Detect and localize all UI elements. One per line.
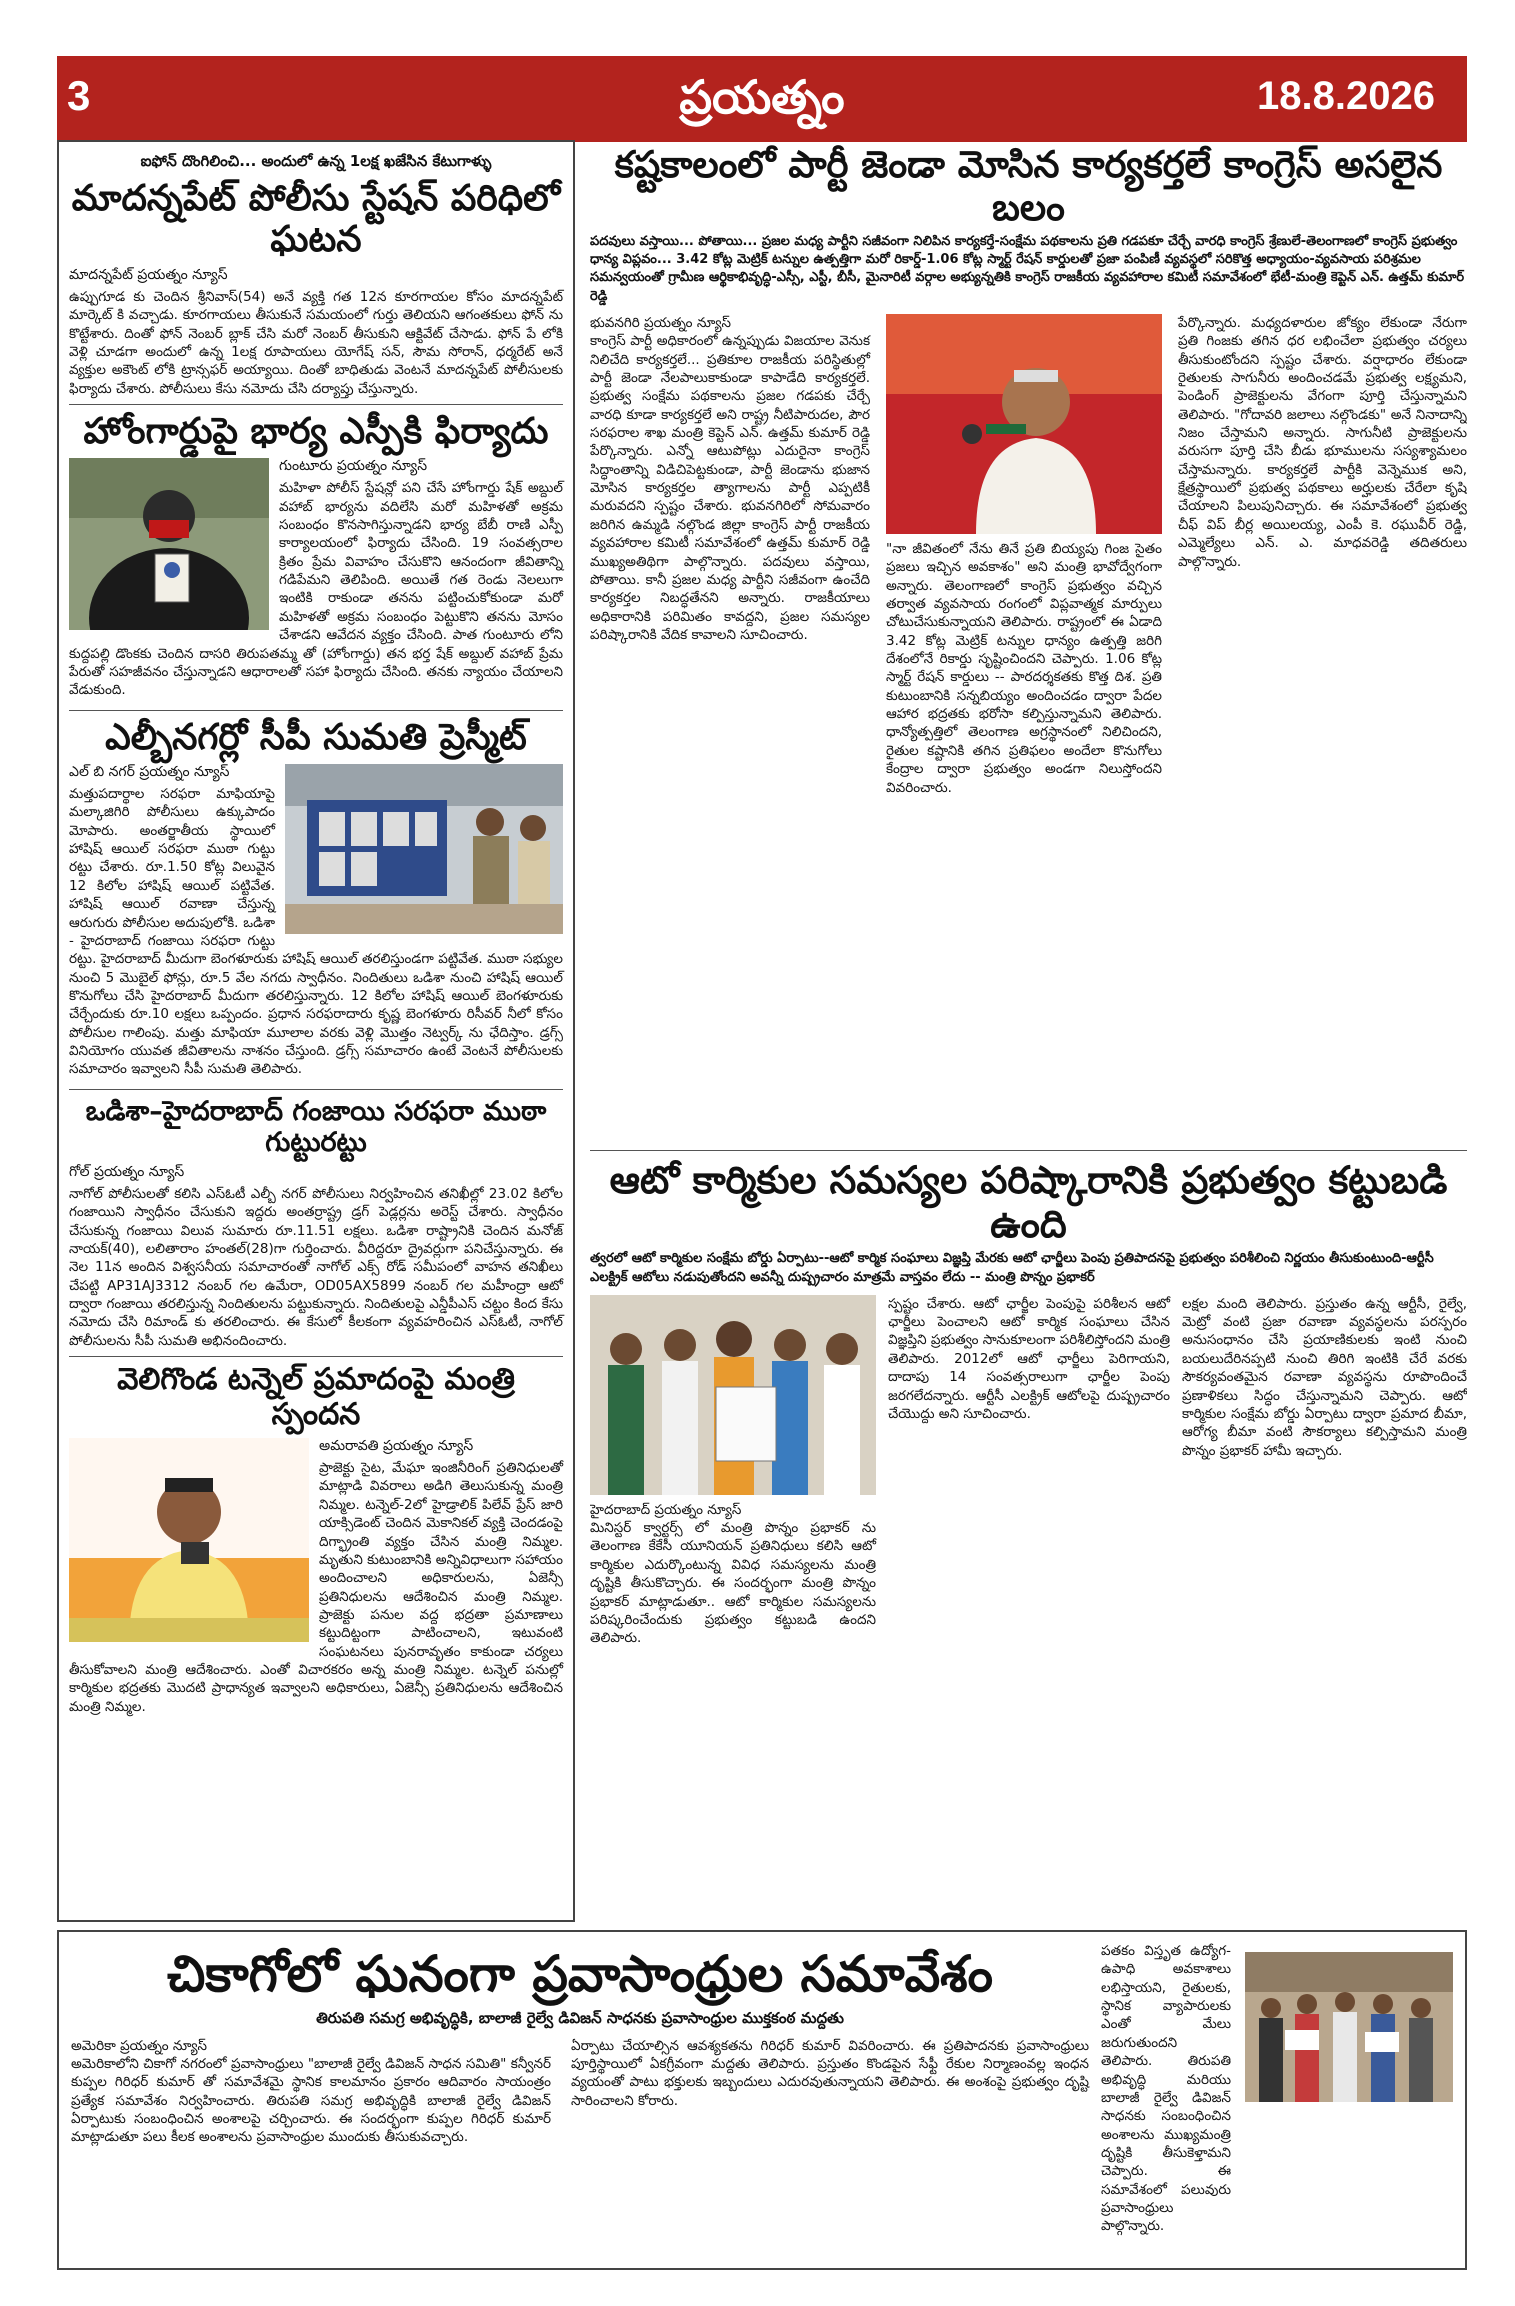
- article-phone-theft: [69, 152, 563, 398]
- column-text: పేర్కొన్నారు. మధ్యదళారుల జోక్యం లేకుండా నేరుగా ప్రతి గింజకు తగిన ధర లభించేలా ప్రభుత్వం చర్యలు తీసుకుంటోందని స్పష్టం చేశారు. వర్షాధారం లేకుండా రైతులకు సాగునీరు అందించడమే ప్రభుత్వ లక్ష్యమని, పెండింగ్ ప్రాజెక్టులను వేగంగా పూర్తి చేస్తున్నామని తెలిపారు. "గోదావరి జలాలు నల్గొండకు" అనే నినాదాన్ని నిజం చేస్తామని అన్నారు. సాగునీటి ప్రాజెక్టులను వరుసగా పూర్తి చేసి బీడు భూములను సస్యశ్యామలం చేస్తామన్నారు. కార్యకర్తలే పార్టీకి వెన్నెముక అని, క్షేత్రస్థాయిలో ప్రభుత్వ పథకాలు అర్హులకు చేరేలా కృషి చేయాలని పిలుపునిచ్చారు. ఈ సమావేశంలో ప్రభుత్వ చీఫ్ విప్ బీర్ల అయిలయ్య, ఎంపీ కె. రఘువీర్ రెడ్డి, ఎమ్మెల్యేలు ఎన్. ఎ. మాధవరెడ్డి తదితరులు పాల్గొన్నారు.: [1178, 314, 1467, 570]
- lead-column-2: [886, 314, 1162, 801]
- byline: గుంటూరు ప్రయత్నం న్యూస్: [279, 458, 428, 475]
- newspaper-name: ప్రయత్నం: [679, 70, 845, 124]
- photo-police-display: [285, 764, 563, 934]
- byline: మాదన్నపేట్ ప్రయత్నం న్యూస్: [69, 266, 228, 283]
- chicago-column-1: [71, 2037, 551, 2151]
- chicago-story: [57, 1930, 1467, 2270]
- lead-column-3: [1178, 314, 1467, 575]
- lead-story: [590, 140, 1467, 1150]
- column-text: హైదరాబాద్ ప్రయత్నం న్యూస్ మినిస్టర్ క్వార్టర్స్ లో మంత్రి పొన్నం ప్రభాకర్ ను తెలంగాణ కేకేసీ యూనియన్ ప్రతినిధులు కలిసి ఆటో కార్మికుల ఎదుర్కొంటున్న వివిధ సమస్యలను మంత్రి దృష్టికి తీసుకొచ్చారు. ఈ సందర్భంగా మంత్రి పొన్నం ప్రభాకర్ మాట్లాడుతూ.. ఆటో కార్మికుల సమస్యలను పరిష్కరించేందుకు ప్రభుత్వం కట్టుబడి ఉందని తెలిపారు.: [590, 1501, 876, 1647]
- lead-column-1: [590, 314, 870, 648]
- subheadline: పదవులు వస్తాయి... పోతాయి... ప్రజల మధ్య పార్టీని సజీవంగా నిలిపిన కార్యకర్తే-సంక్షేమ పథకాలను ప్రతి గడపకూ చేర్చే వారధి కాంగ్రెస్ శ్రేణులే-తెలంగాణలో కాంగ్రెస్ ప్రభుత్వం ధాన్య విప్లవం... 3.42 కోట్ల మెట్రిక్ టన్నుల ఉత్పత్తిగా మరో రికార్డ్-1.06 కోట్ల స్మార్ట్ రేషన్ కార్డులతో ప్రజా పంపిణీ వ్యవస్థలో సరికొత్త అధ్యాయం-వ్యవసాయ పరిశ్రమల సమన్వయంతో గ్రామీణ ఆర్థికాభివృద్ధి-ఎస్సీ, ఎస్టీ, బీసీ, మైనారిటీ వర్గాల అభ్యున్నతికి కాంగ్రెస్ రాజకీయ వ్యవహారాల కమిటీ సమావేశంలో భేటీ-మంత్రి కెప్టెన్ ఎన్. ఉత్తమ్ కుమార్ రెడ్డి: [590, 234, 1465, 304]
- photo-woman-complainant: [69, 458, 269, 630]
- subheadline: త్వరలో ఆటో కార్మికుల సంక్షేమ బోర్డు ఏర్పాటు--ఆటో కార్మిక సంఘాలు విజ్ఞప్తి మేరకు ఆటో ఛార్జీలు పెంపు ప్రతిపాదనపై ప్రభుత్వం పరిశీలించి నిర్ణయం తీసుకుంటుంది-ఆర్టీసీ ఎలక్ట్రిక్ ఆటోలు నడుపుతోందని అవన్నీ దుష్ప్రచారం మాత్రమే వాస్తవం లేదు -- మంత్రి పొన్నం ప్రభాకర్: [590, 1251, 1434, 1285]
- column-text: భువనగిరి ప్రయత్నం న్యూస్ కాంగ్రెస్ పార్టీ అధికారంలో ఉన్నప్పుడు విజయాల వెనుక నిలిచేది కార్యకర్తలే... ప్రతికూల రాజకీయ పరిస్థితుల్లో పార్టీ జెండా నేలపాలుకాకుండా కాపాడేది కార్యకర్తలే. ప్రభుత్వ సంక్షేమ పథకాలను ప్రజల గడపకు చేర్చే వారధి కూడా కార్యకర్తలే అని రాష్ట్ర నీటిపారుదల, పౌర సరఫరాల శాఖ మంత్రి కెప్టెన్ ఎన్. ఉత్తమ్ కుమార్ రెడ్డి పేర్కొన్నారు. ఎన్నో ఆటుపోట్లు ఎదురైనా కాంగ్రెస్ సిద్ధాంతాన్ని విడిచిపెట్టకుండా, పార్టీ జెండాను భుజాన మోసిన కార్యకర్తల త్యాగాలను పార్టీ ఎప్పటికీ మరువదని స్పష్టం చేశారు. భువనగిరిలో సోమవారం జరిగిన ఉమ్మడి నల్గొండ జిల్లా కాంగ్రెస్ పార్టీ రాజకీయ వ్యవహారాల కమిటీ సమావేశంలో ఉత్తమ్ కుమార్ రెడ్డి ముఖ్యఅతిథిగా పాల్గొన్నారు. పదవులు వస్తాయి, పోతాయి. కానీ ప్రజల మధ్య పార్టీని సజీవంగా ఉంచేది కార్యకర్తల నిబద్ధతేనని అన్నారు. రాజకీయాలు అధికారానికి పరిమితం కావద్దని, ప్రజల సమస్యల పరిష్కారానికి వేదిక కావాలని సూచించారు.: [590, 314, 870, 643]
- headline: హోంగార్డుపై భార్య ఎస్పీకి ఫిర్యాదు: [83, 410, 549, 452]
- subheadline: తిరుపతి సమగ్ర అభివృద్ధికి, బాలాజీ రైల్వే డివిజన్ సాధనకు ప్రవాసాంధ్రుల ముక్తకంఠ మద్దతు: [316, 2008, 844, 2027]
- article-body: మహిళా పోలీస్ స్టేషన్లో పని చేసే హోంగార్డు షేక్ అబ్దుల్ వహాబ్ భార్యను వదిలేసి మరో మహిళతో అక్రమ సంబంధం కొనసాగిస్తున్నాడని భార్య బేబీ రాణి ఎస్పీ కార్యాలయంలో ఫిర్యాదు చేసింది. 19 సంవత్సరాల క్రితం ప్రేమ వివాహం చేసుకొని ఆనందంగా జీవితాన్ని గడిపేమని తెలిపింది. అయితే గత రెండు నెలలుగా ఇంటికి రాకుండా తనను పట్టించుకోకుండా మరో మహిళతో అక్రమ సంబంధం పెట్టుకొని తనను మోసం చేశాడని ఆవేదన వ్యక్తం చేసింది. పాత గుంటూరు లోని కుద్దపల్లి డొంకకు చెందిన దాసరి తిరుపతమ్మ తో (హోంగార్డు) తన భర్త షేక్ అబ్దుల్ వహాబ్ ప్రేమ పేరుతో సహజీవనం చేస్తున్నాడని ఆధారాలతో సహా ఫిర్యాదు చేసింది. తనకు న్యాయం చేయాలని వేడుకుంది.: [69, 480, 563, 699]
- headline: ఒడిశా–హైదరాబాద్ గంజాయి సరఫరా ముఠా గుట్టురట్టు: [85, 1095, 547, 1158]
- page-number: 3: [67, 72, 91, 119]
- headline: మాదన్నపేట్ పోలీసు స్టేషన్ పరిధిలో ఘటన: [71, 178, 561, 261]
- auto-column-2: [888, 1295, 1170, 1428]
- auto-column-1: [590, 1295, 876, 1652]
- headline: వెలిగొండ టన్నెల్ ప్రమాదంపై మంత్రి స్పందన: [117, 1362, 515, 1432]
- article-body: నాగోల్ పోలీసులతో కలిసి ఎస్ఓటీ ఎల్బీ నగర్ పోలీసులు నిర్వహించిన తనిఖీల్లో 23.02 కిలోల గంజాయిని స్వాధీనం చేసుకుని ఇద్దరు అంతర్రాష్ట్ర డ్రగ్ పెడ్లర్లను అరెస్ట్ చేశారు. స్వాధీనం చేసుకున్న గంజాయి విలువ సుమారు రూ.11.51 లక్షలు. ఒడిశా రాష్ట్రానికి చెందిన మనోజ్ నాయక్(40), లలితారాం హంతల్(28)గా గుర్తించారు. వీరిద్దరూ ద్రైవర్లుగా పనిచేస్తున్నారు. ఈ నెల 11న అందిన విశ్వసనీయ సమాచారంతో నాగోల్ ఎక్స్ రోడ్ సమీపంలో వాహన తనిఖీలు చేపట్టి AP31AJ3312 నంబర్ గల ఉమేరా, OD05AX5899 నంబర్ గల మహీంద్రా ఆటో ద్వారా గంజాయి తరలిస్తున్న నిందితులను పట్టుకున్నారు. నిందితులపై ఎన్డీపీఎస్ చట్టం కింద కేసు నమోదు చేసి రిమాండ్ కు తరలించారు. ఈ కేసులో కీలకంగా వ్యవహరించిన ఎస్ఓటీ, నాగోల్ పోలీసులను సీపీ సుమతి అభినందించారు.: [69, 1185, 563, 1349]
- chicago-column-3: [1101, 1942, 1231, 2240]
- article-tunnel: [69, 1363, 563, 1720]
- column-text: ఏర్పాటు చేయాల్సిన ఆవశ్యకతను గిరిధర్ కుమార్ వివరించారు. ఈ ప్రతిపాదనకు ప్రవాసాంధ్రులు పూర్తిస్థాయిలో ఏకగ్రీవంగా మద్దతు తెలిపారు. ప్రస్తుతం కొండపైన సేఫ్టీ రేకుల నిర్మాణంవల్ల ఇంధన వ్యయంతో పాటు భక్తులకు ఇబ్బందులు ఎదురవుతున్నాయని తెలిపారు. ఈ అంశంపై ప్రభుత్వం దృష్టి సారించాలని కోరారు.: [571, 2037, 1089, 2109]
- column-text: అమెరికా ప్రయత్నం న్యూస్ అమెరికాలోని చికాగో నగరంలో ప్రవాసాంధ్రులు "బాలాజీ రైల్వే డివిజన్ సాధన సమితి" కన్వీనర్ కుప్పల గిరిధర్ కుమార్ తో సమావేశమై స్థానిక కాలమానం ప్రకారం ఆదివారం సాయంత్రం ప్రత్యేక సమావేశం నిర్వహించారు. తిరుపతి సమగ్ర అభివృద్ధికి బాలాజీ రైల్వే డివిజన్ ఏర్పాటుకు సంబంధించిన అంశాలపై చర్చించారు. ఈ సందర్భంగా కుప్పల గిరిధర్ కుమార్ మాట్లాడుతూ పలు కీలక అంశాలను ప్రవాసాంధ్రుల ముందుకు తీసుకువచ్చారు.: [71, 2037, 551, 2146]
- article-body: ప్రాజెక్టు సైట, మేఘా ఇంజినీరింగ్ ప్రతినిధులతో మాట్లాడి వివరాలు అడిగి తెలుసుకున్న మంత్రి నిమ్మల. టన్నెల్-2లో హైడ్రాలిక్ పిలేవ్ ప్రేస్ జారి యాక్సిడెంట్ చెందిన మెకానికల్ వ్యక్తి చెందడంపై దిగ్భ్రాంతి వ్యక్తం చేసిన మంత్రి నిమ్మల. మృతుని కుటుంబానికి అన్నివిధాలుగా సహాయం అందించాలని అధికారులను, ఏజెన్సీ ప్రతినిధులను ఆదేశించిన మంత్రి నిమ్మల. ప్రాజెక్టు పనుల వద్ద భద్రతా ప్రమాణాలు కట్టుదిట్టంగా పాటించాలని, ఇటువంటి సంఘటనలు పునరావృతం కాకుండా చర్యలు తీసుకోవాలని మంత్రి ఆదేశించారు. ఎంతో విచారకరం అన్న మంత్రి నిమ్మల. టన్నెల్ పనుల్లో కార్మికుల భద్రతకు మొదటి ప్రాధాన్యత ఇవ్వాలని అధికారులు, ఏజెన్సీ ప్రతినిధులను ఆదేశించిన మంత్రి నిమ్మల.: [69, 1460, 563, 1715]
- photo-auto-union-meeting: [590, 1295, 876, 1495]
- auto-column-3: [1182, 1295, 1467, 1464]
- headline: చికాగోలో ఘనంగా ప్రవాసాంధ్రుల సమావేశం: [166, 1945, 994, 2003]
- photo-minister-speaking: [886, 314, 1162, 534]
- headline: కష్టకాలంలో పార్టీ జెండా మోసిన కార్యకర్తలే కాంగ్రెస్ అసలైన బలం: [614, 143, 1443, 229]
- byline: గోల్ ప్రయత్నం న్యూస్: [69, 1163, 185, 1180]
- column-text: పతకం విస్తృత ఉద్యోగ-ఉపాధి అవకాశాలు లభిస్తాయని, రైతులకు, స్థానిక వ్యాపారులకు ఎంతో మేలు జరుగుతుందని తెలిపారు. తిరుపతి అభివృద్ధి మరియు బాలాజీ రైల్వే డివిజన్ సాధనకు సంబంధించిన అంశాలను ముఖ్యమంత్రి దృష్టికి తీసుకెళ్తామని చెప్పారు. ఈ సమావేశంలో పలువురు ప్రవాసాంధ్రులు పాల్గొన్నారు.: [1101, 1943, 1231, 2235]
- article-homeguard: [69, 411, 563, 704]
- byline: ఎల్ బి నగర్ ప్రయత్నం న్యూస్: [69, 764, 230, 781]
- article-cp-pressmeet: [69, 717, 563, 1083]
- headline: ఆటో కార్మికుల సమస్యల పరిష్కారానికి ప్రభుత్వం కట్టుబడి ఉంది: [609, 1158, 1448, 1246]
- kicker: ఐఫోన్ దొంగిలించి... అందులో ఉన్న 1లక్ష ఖజేసిన కేటుగాళ్ళు: [140, 152, 492, 170]
- byline: అమరావతి ప్రయత్నం న్యూస్: [319, 1438, 474, 1455]
- masthead: [57, 56, 1467, 142]
- issue-date: 18.8.2026: [1257, 74, 1435, 118]
- left-column: [57, 140, 575, 1922]
- column-text: "నా జీవితంలో నేను తినే ప్రతి బియ్యపు గింజ సైతం ప్రజలు ఇచ్చిన అవకాశం" అని మంత్రి భావోద్వేగంగా అన్నారు. తెలంగాణలో కాంగ్రెస్ ప్రభుత్వం వచ్చిన తర్వాత వ్యవసాయ రంగంలో విప్లవాత్మక మార్పులు చోటుచేసుకున్నాయని తెలిపారు. రాష్ట్రంలో ఈ ఏడాది 3.42 కోట్ల మెట్రిక్ టన్నుల ధాన్యం ఉత్పత్తి జరిగి దేశంలోనే రికార్డు సృష్టించిందని చెప్పారు. 1.06 కోట్ల స్మార్ట్ రేషన్ కార్డులు -- పారదర్శకతకు కొత్త దిశ. ప్రతి కుటుంబానికి సన్నబియ్యం అందించడం ద్వారా పేదల ఆహార భద్రతకు భరోసా కల్పిస్తున్నామని తెలిపారు. ధాన్యోత్పత్తిలో తెలంగాణ అగ్రస్థానంలో నిలిచిందని, రైతుల కష్టానికి తగిన ప్రతిఫలం అందేలా కొనుగోలు కేంద్రాల ద్వారా ప్రభుత్వం అండగా నిలుస్తోందని వివరించారు.: [886, 540, 1162, 796]
- auto-story: [590, 1150, 1467, 1923]
- photo-minister: [69, 1438, 309, 1642]
- article-ganja-gang: [69, 1096, 563, 1350]
- chicago-column-2: [571, 2037, 1089, 2114]
- column-text: లక్షల మంది తెలిపారు. ప్రస్తుతం ఉన్న ఆర్టీసీ, రైల్వే, మెట్రో వంటి ప్రజా రవాణా వ్యవస్థలను పరస్పరం అనుసంధానం చేసి ప్రయాణికులకు ఇంటి నుంచి బయలుదేరినప్పటి నుంచి తిరిగి ఇంటికి చేరే వరకు సౌకర్యవంతమైన రవాణా వ్యవస్థను రూపొందించే ప్రణాళికలు సిద్ధం చేస్తున్నామని చెప్పారు. ఆటో కార్మికుల సంక్షేమ బోర్డు ఏర్పాటు ద్వారా ప్రమాద బీమా, ఆరోగ్య బీమా వంటి సౌకర్యాలు కల్పిస్తామని మంత్రి పొన్నం ప్రభాకర్ హామీ ఇచ్చారు.: [1182, 1295, 1467, 1459]
- article-body: ఉప్పుగూడ కు చెందిన శ్రీనివాస్(54) అనే వ్యక్తి గత 12న కూరగాయల కోసం మాదన్నపేట్ మార్కెట్ కి వచ్చాడు. కూరగాయలు తీసుకునే సమయంలో గుర్తు తెలియని ఆగంతకులు ఫోన్ ను కొట్టేశారు. దింతో ఫోన్ నెంబర్ బ్లాక్ చేసి మరో నెంబర్ తీసుకుని ఆక్టివేట్ చేసాడు. ఫోన్ పే లోకి వెళ్లి చూడగా అందులో ఉన్న 1లక్ష రూపాయలు యోగేష్ సన్, సౌమ సోరాన్, ధర్మరేట్ అనే వ్యక్తుల అకౌంట్ లోకి ట్రాన్సఫర్ అయ్యాయి. దింతో బాధితుడు వెంటనే మాదన్నపేట్ పోలీసులకు ఫిర్యాదు చేశారు. పోలీసులు కేసు నమోదు చేసి దర్యాప్తు చేస్తున్నారు.: [69, 288, 563, 397]
- headline: ఎల్బీనగర్లో సీపీ సుమతి ప్రెస్మీట్: [105, 716, 527, 758]
- article-body: మత్తుపదార్థాల సరఫరా మాఫియాపై మల్కాజిగిరి పోలీసులు ఉక్కుపాదం మోపారు. అంతర్జాతీయ స్థాయిలో హాషిష్ ఆయిల్ సరఫరా ముఠా గుట్టు రట్టు చేశారు. రూ.1.50 కోట్ల విలువైన 12 కిలోల హాషిష్ ఆయిల్ పట్టివేత. హాషిష్ ఆయిల్ రవాణా చేస్తున్న ఆరుగురు పోలీసుల అదుపులోకి. ఒడిశా - హైదరాబాద్ గంజాయి సరఫరా గుట్టు రట్టు. హైదరాబాద్ మీదుగా బెంగళూరుకు హాషిష్ ఆయిల్ తరలిస్తుండగా పట్టివేత. ముఠా సభ్యుల నుంచి 5 మొబైల్ ఫోన్లు, రూ.5 వేల నగదు స్వాధీనం. నిందితులు ఒడిశా నుంచి హాషిష్ ఆయిల్ కొనుగోలు చేసి హైదరాబాద్ మీదుగా తరలిస్తున్నారు. 12 కిలోల హాషిష్ ఆయిల్ బెంగళూరుకు చేర్చేందుకు రూ.10 లక్షలు ఒప్పందం. ప్రధాన సరఫరాదారు కృష్ణ బెంగళూరు రిసీవర్ నీలో కోసం పోలీసుల గాలింపు. మత్తు మాఫియా మూలాల వరకు వెళ్లి మొత్తం నెట్వర్క్ ను ఛేదిస్తాం. డ్రగ్స్ వినియోగం యువత జీవితాలను నాశనం చేస్తుంది. డ్రగ్స్ సమాచారం ఉంటే వెంటనే పోలీసులకు సమాచారం ఇవ్వాలని సీపీ సుమతి తెలిపారు.: [69, 786, 563, 1078]
- photo-nri-group: [1245, 1952, 1453, 2102]
- column-text: స్పష్టం చేశారు. ఆటో ఛార్జీల పెంపుపై పరిశీలన ఆటో ఛార్జీలు పెంచాలని ఆటో కార్మిక సంఘాలు చేసిన విజ్ఞప్తిని ప్రభుత్వం సానుకూలంగా పరిశీలిస్తోందని మంత్రి తెలిపారు. 2012లో ఆటో ఛార్జీలు పెరిగాయని, దాదాపు 14 సంవత్సరాలుగా ఛార్జీల పెంపు జరగలేదన్నారు. ఆర్టీసీ ఎలక్ట్రిక్ ఆటోలపై దుష్ప్రచారం చేయొద్దు అని సూచించారు.: [888, 1295, 1170, 1422]
